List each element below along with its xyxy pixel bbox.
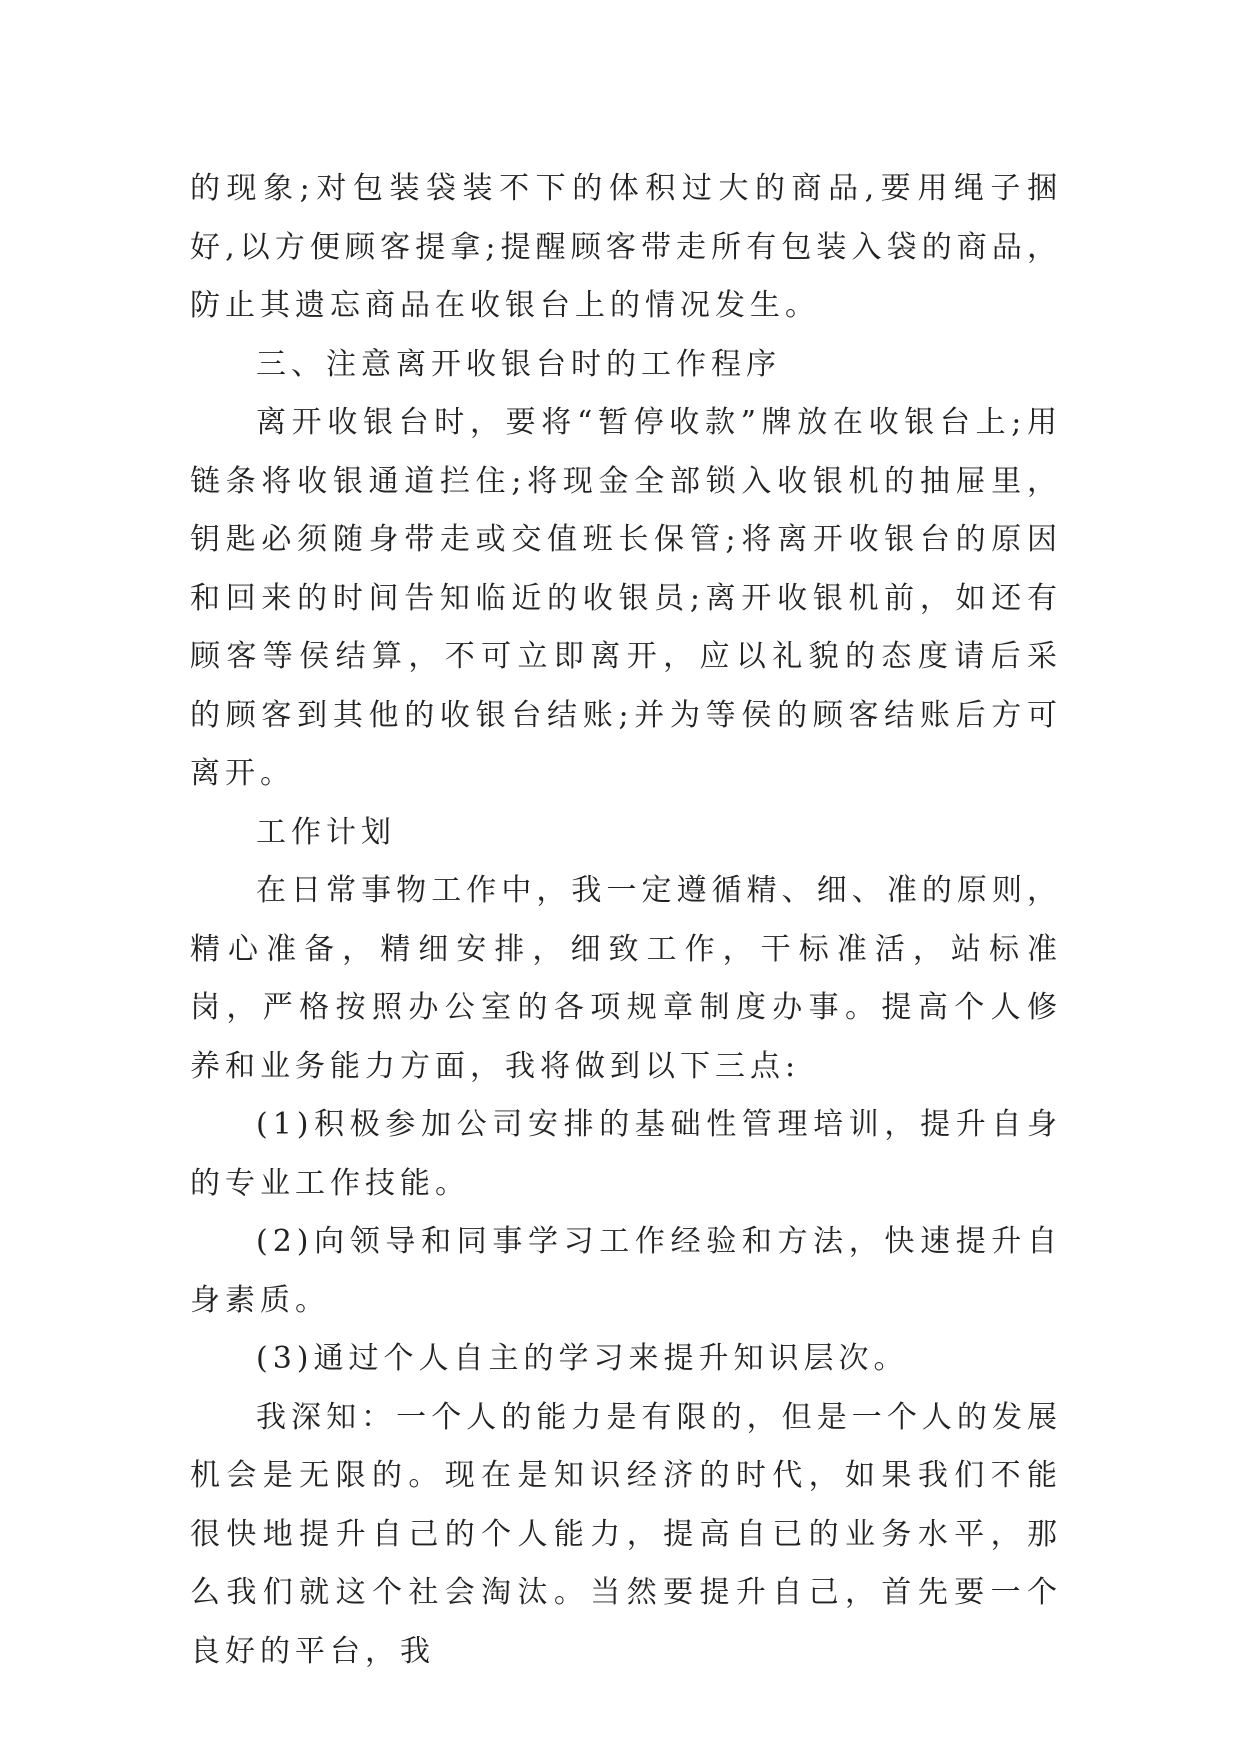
document-body [190, 160, 1062, 1681]
section-heading-leaving-counter: 三、注意离开收银台时的工作程序 [256, 346, 781, 382]
list-item-1: (1)积极参加公司安排的基础性管理培训，提升自身的专业工作技能。 [190, 1107, 1062, 1201]
list-item-3: (3)通过个人自主的学习来提升知识层次。 [256, 1341, 909, 1376]
paragraph-leaving-procedure: 离开收银台时，要将“暂停收款”牌放在收银台上;用链条将收银通道拦住;将现金全部锁入收银机的抽屉里，钥匙必须随身带走或交值班长保管;将离开收银台的原因和回来的时间告知临近的收银员;离开收银机前，如还有顾客等侯结算，不可立即离开，应以礼貌的态度请后采的顾客到其他的收银台结账;并为等侯的顾客结账后方可离开。 [190, 405, 1062, 791]
paragraph-daily-work: 在日常事物工作中，我一定遵循精、细、准的原则，精心准备，精细安排，细致工作，干标准活，站标准岗，严格按照办公室的各项规章制度办事。提高个人修养和业务能力方面，我将做到以下三点: [190, 873, 1062, 1084]
paragraph-self-improvement: 我深知：一个人的能力是有限的，但是一个人的发展机会是无限的。现在是知识经济的时代，如果我们不能很快地提升自己的个人能力，提高自已的业务水平，那么我们就这个社会淘汰。当然要提升自己，首先要一个良好的平台，我 [190, 1399, 1062, 1669]
list-item-2: (2)向领导和同事学习工作经验和方法，快速提升自身素质。 [190, 1224, 1062, 1318]
paragraph-continuation: 的现象;对包装袋装不下的体积过大的商品,要用绳子捆好,以方便顾客提拿;提醒顾客带走所有包装入袋的商品，防止其遗忘商品在收银台上的情况发生。 [190, 171, 1062, 323]
section-heading-work-plan: 工作计划 [256, 814, 396, 850]
